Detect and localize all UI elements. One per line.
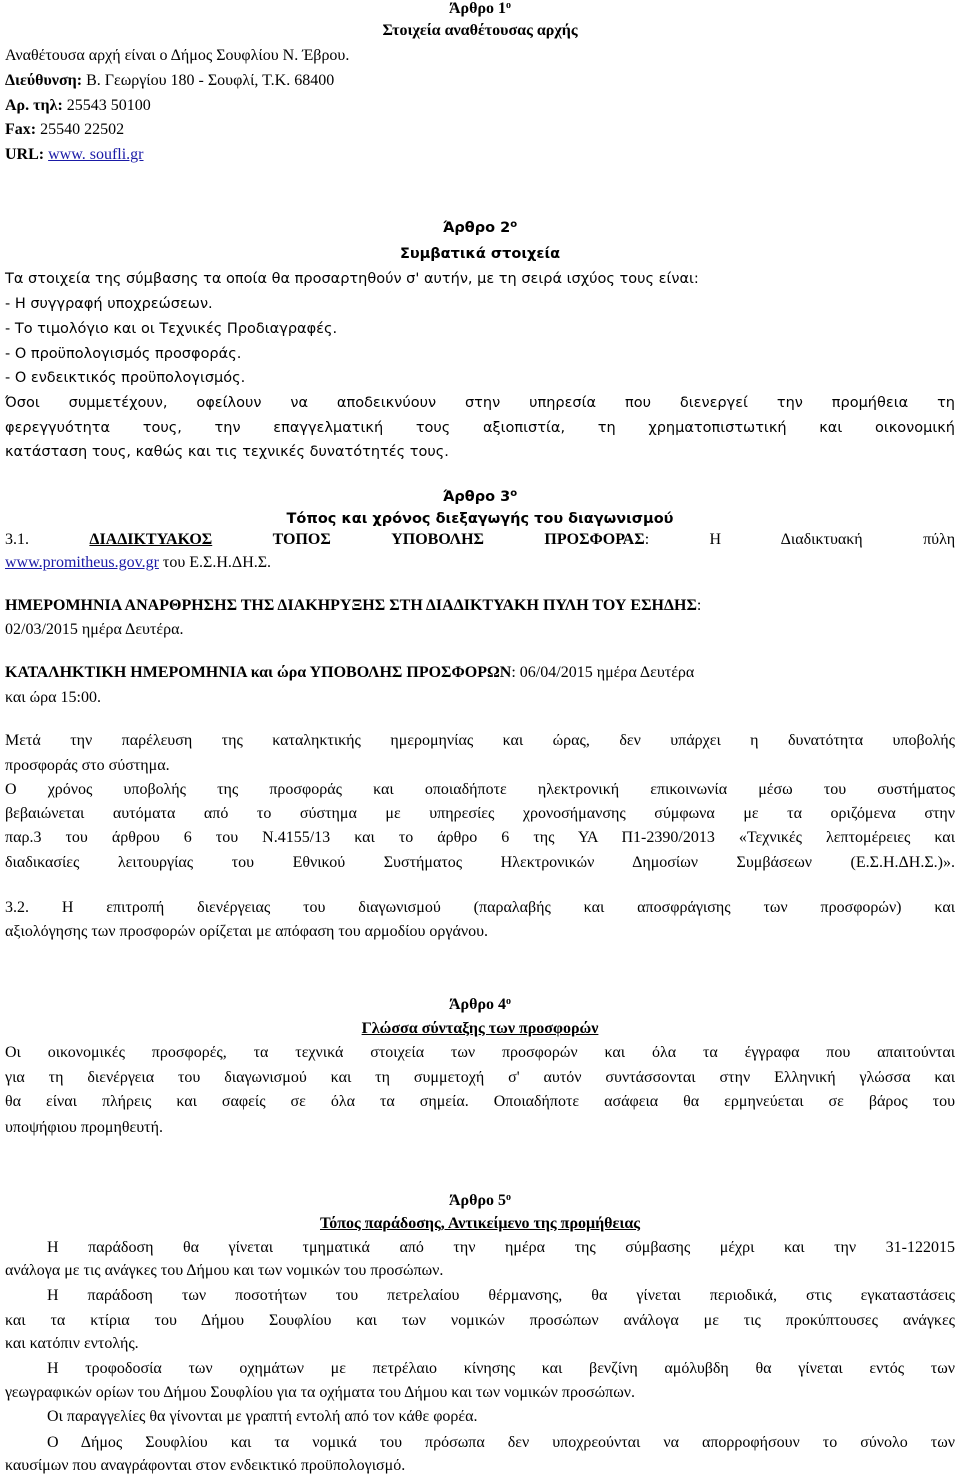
deadline-time: και ώρα 15:00. xyxy=(5,689,101,706)
paragraph-line: και τα κτίρια του Δήμου Σουφλίου και των νομικών προσώπων ανάλογα με τις προκύπτουσες ανάγκες xyxy=(5,1312,955,1329)
paragraph-line: ανάλογα με τις ανάγκες του Δήμου και των νομικών του προσώπων. xyxy=(5,1262,444,1279)
deadline-line: ΚΑΤΑΛΗΚΤΙΚΗ ΗΜΕΡΟΜΗΝΙΑ και ώρα ΥΠΟΒΟΛΗΣ ΠΡΟΣΦΟΡΩΝ: 06/04/2015 ημέρα Δευτέρα xyxy=(5,664,695,681)
publication-date-line: ΗΜΕΡΟΜΗΝΙΑ ΑΝΑΡΘΡΗΣΗΣ ΤΗΣ ΔΙΑΚΗΡΥΞΗΣ ΣΤΗ ΔΙΑΔΙΚΤΥΑΚΗ ΠΥΛΗ ΤΟΥ ΕΣΗΔΗΣ: xyxy=(5,597,702,614)
participants-paragraph-line: φερεγγυότητα τους, την επαγγελματική τους αξιοπιστία, τη χρηματοπιστωτική και οικονομική xyxy=(5,420,955,436)
paragraph-line: καυσίμων που αναγράφονται στον ενδεικτικό προϋπολογισμό. xyxy=(5,1457,406,1474)
article-4-heading: Άρθρο $4^o$ xyxy=(448,996,512,1013)
participants-paragraph-line: Όσοι συμμετέχουν, οφείλουν να αποδεικνύουν στην υπηρεσία που διενεργεί την προμήθεια τη xyxy=(5,395,955,411)
fax-line: Fax: 25540 22502 xyxy=(5,121,125,138)
url-line: URL: www. soufli.gr xyxy=(5,146,144,163)
article-3-heading: Άρθρο $3^o$ xyxy=(442,488,518,505)
list-item: - Η συγγραφή υποχρεώσεων. xyxy=(5,296,213,312)
article-4-subtitle: Γλώσσα σύνταξης των προσφορών xyxy=(361,1020,599,1037)
paragraph-line: Οι παραγγελίες θα γίνονται με γραπτή εντολή από τον κάθε φορέα. xyxy=(47,1408,478,1425)
paragraph-line: βεβαιώνεται αυτόματα από το σύστημα με υπηρεσίες χρονοσήμανσης σύμφωνα με τα οριζόμενα στην xyxy=(5,805,955,822)
paragraph-line: παρ.3 του άρθρου 6 του Ν.4155/13 και το άρθρο 6 της ΥΑ Π1-2390/2013 «Τεχνικές λεπτομέρειες και xyxy=(5,829,955,846)
article-3-subtitle: Τόπος και χρόνος διεξαγωγής του διαγωνισμού xyxy=(286,511,674,527)
paragraph-line: για τη διενέργεια του διαγωνισμού και τη συμμετοχή σ' αυτόν συντάσσονται στην Ελληνική γλώσσα και xyxy=(5,1069,955,1086)
authority-line: Αναθέτουσα αρχή είναι ο Δήμος Σουφλίου Ν. Έβρου. xyxy=(5,47,350,64)
publication-date-value: 02/03/2015 ημέρα Δευτέρα. xyxy=(5,621,184,638)
paragraph-line: Ο Δήμος Σουφλίου και τα νομικά του πρόσωπα δεν υποχρεούνται να απορροφήσουν το σύνολο των xyxy=(47,1434,955,1451)
article-2-heading: Άρθρο $2^o$ xyxy=(442,219,518,236)
paragraph-line: Η παράδοση των ποσοτήτων του πετρελαίου θέρμανσης, θα γίνεται περιοδικά, στις εγκαταστάσεις xyxy=(47,1287,955,1304)
article-1-heading: Άρθρο $1^o$ xyxy=(448,0,512,17)
paragraph-line: Η παράδοση θα γίνεται τμηματικά από την ημέρα της σύμβασης μέχρι και την 31-122015 xyxy=(47,1239,955,1256)
paragraph-line: διαδικασίες λειτουργίας του Εθνικού Συστήματος Ηλεκτρονικών Δημοσίων Συμβάσεων (Ε.Σ.Η.ΔΗ.Σ.)». xyxy=(5,854,955,871)
paragraph-line: και κατόπιν εντολής. xyxy=(5,1335,139,1352)
paragraph-line: Η τροφοδοσία των οχημάτων με πετρέλαιο κίνησης και βενζίνη αμόλυβδη θα γίνεται εντός των xyxy=(47,1360,955,1377)
address-line: Διεύθυνση: Β. Γεωργίου 180 - Σουφλί, Τ.Κ. 68400 xyxy=(5,72,335,89)
paragraph-line: προσφοράς στο σύστημα. xyxy=(5,757,170,774)
contract-docs-intro: Τα στοιχεία της σύμβασης τα οποία θα προσαρτηθούν σ' αυτήν, με τη σειρά ισχύος τους είναι: xyxy=(5,271,699,287)
promitheus-line: www.promitheus.gov.gr του Ε.Σ.Η.ΔΗ.Σ. xyxy=(5,554,272,571)
section-3-2-line: αξιολόγησης των προσφορών ορίζεται με απόφαση του αρμοδίου οργάνου. xyxy=(5,923,488,940)
participants-paragraph-line: κατάσταση τους, καθώς και τις τεχνικές δυνατότητές τους. xyxy=(5,444,449,460)
paragraph-line: Μετά την παρέλευση της καταληκτικής ημερομηνίας και ώρας, δεν υπάρχει η δυνατότητα υποβολής xyxy=(5,732,955,749)
list-item: - Ο προϋπολογισμός προσφοράς. xyxy=(5,346,242,362)
article-1-subtitle: Στοιχεία αναθέτουσας αρχής xyxy=(382,22,578,39)
paragraph-line: υποψήφιου προμηθευτή. xyxy=(5,1119,163,1136)
list-item: - Ο ενδεικτικός προϋπολογισμός. xyxy=(5,370,246,386)
promitheus-link[interactable]: www.promitheus.gov.gr xyxy=(5,554,159,571)
section-3-1-line: 3.1. ΔΙΑΔΙΚΤΥΑΚΟΣ ΤΟΠΟΣ ΥΠΟΒΟΛΗΣ ΠΡΟΣΦΟΡΑΣ: Η Διαδικτυακή πύλη xyxy=(5,531,956,548)
paragraph-line: γεωγραφικών ορίων του Δήμου Σουφλίου για τα οχήματα του Δήμου και των νομικών προσώπων. xyxy=(5,1384,635,1401)
phone-line: Αρ. τηλ: 25543 50100 xyxy=(5,97,151,114)
list-item: - Το τιμολόγιο και οι Τεχνικές Προδιαγραφές. xyxy=(5,321,338,337)
article-5-heading: Άρθρο $5^o$ xyxy=(448,1192,512,1209)
soufli-url-link[interactable]: www. soufli.gr xyxy=(48,146,144,163)
paragraph-line: Οι οικονομικές προσφορές, τα τεχνικά στοιχεία των προσφορών και όλα τα έγγραφα που απαιτούνται xyxy=(5,1044,955,1061)
article-5-subtitle: Τόπος παράδοσης, Αντικείμενο της προμήθειας xyxy=(320,1215,640,1232)
section-3-2-line: 3.2. Η επιτροπή διενέργειας του διαγωνισμού (παραλαβής και αποσφράγισης των προσφορών) και xyxy=(5,899,955,916)
paragraph-line: Ο χρόνος υποβολής της προσφοράς και οποιαδήποτε ηλεκτρονική επικοινωνία μέσω του συστήματος xyxy=(5,781,955,798)
article-2-subtitle: Συμβατικά στοιχεία xyxy=(399,246,561,262)
paragraph-line: θα είναι πλήρεις και σαφείς σε όλα τα σημεία. Οποιαδήποτε ασάφεια θα ερμηνεύεται σε βάρος του xyxy=(5,1093,955,1110)
